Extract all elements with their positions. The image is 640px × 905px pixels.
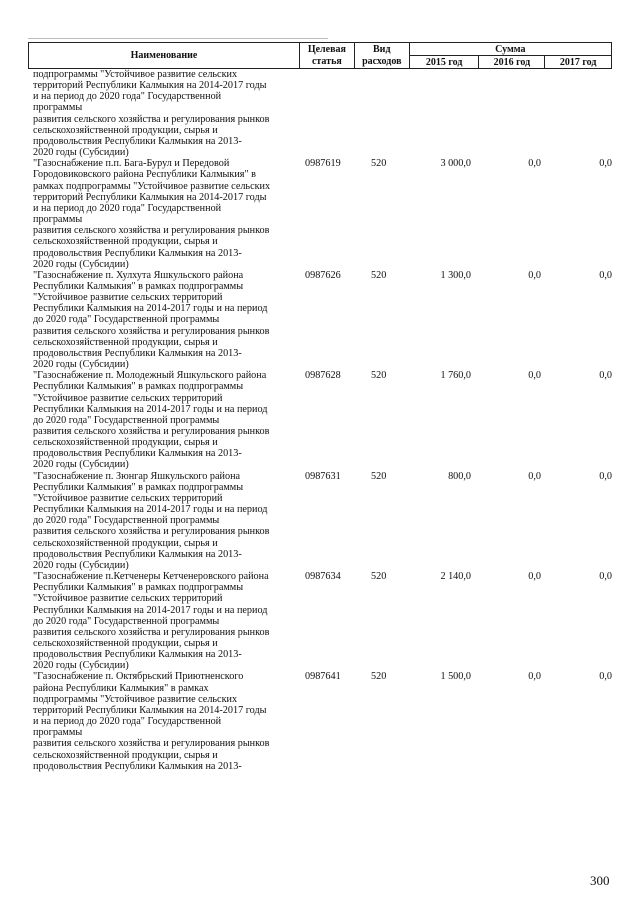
row-name-line: территорий Республики Калмыкия на 2014-2017 годы bbox=[33, 704, 267, 716]
row-name-line: сельскохозяйственной продукции, сырья и bbox=[33, 437, 218, 449]
row-name-line: продовольствия Республики Калмыкия на 2013- bbox=[33, 649, 242, 661]
row-name-line: сельскохозяйственной продукции, сырья и bbox=[33, 124, 218, 136]
row-name-line: до 2020 года" Государственной программы bbox=[33, 314, 220, 326]
table-row bbox=[33, 158, 613, 270]
row-name-line: до 2020 года" Государственной программы bbox=[33, 615, 220, 627]
row-name-line: "Газоснабжение п. Хулхута Яшкульского района bbox=[33, 269, 244, 281]
row-name bbox=[33, 69, 298, 158]
header-target-1: Целевая bbox=[299, 43, 354, 56]
row-name bbox=[33, 671, 298, 771]
row-name-line: и на период до 2020 года" Государственной bbox=[33, 716, 222, 728]
row-name-line: рамках подпрограммы "Устойчивое развитие сельских bbox=[33, 180, 271, 192]
table-row bbox=[33, 370, 613, 470]
table-row bbox=[33, 571, 613, 671]
row-name-line: и на период до 2020 года" Государственной bbox=[33, 91, 222, 103]
sum-2016: 0,0 bbox=[528, 269, 541, 281]
table-row bbox=[33, 471, 613, 571]
sum-2015: 3 000,0 bbox=[440, 158, 471, 170]
row-name-line: Республики Калмыкия на 2014-2017 годы и на период bbox=[33, 604, 268, 616]
row-name-line: Республики Калмыкия на 2014-2017 годы и на период bbox=[33, 303, 268, 315]
row-name-line: сельскохозяйственной продукции, сырья и bbox=[33, 537, 218, 549]
row-name-line: продовольствия Республики Калмыкия на 2013- bbox=[33, 247, 242, 259]
sum-2017: 0,0 bbox=[599, 470, 612, 482]
row-name-line: "Устойчивое развитие сельских территорий bbox=[33, 492, 223, 504]
target-code: 0987626 bbox=[305, 269, 341, 281]
row-name-line: продовольствия Республики Калмыкия на 2013- bbox=[33, 760, 242, 772]
sum-2016: 0,0 bbox=[528, 370, 541, 382]
target-code: 0987634 bbox=[305, 571, 341, 583]
sum-2015: 1 300,0 bbox=[440, 269, 471, 281]
table-row bbox=[33, 270, 613, 370]
header-type-1: Вид bbox=[354, 43, 409, 56]
row-name-line: Республики Калмыкия" в рамках подпрограммы bbox=[33, 381, 244, 393]
row-name-line: 2020 годы (Субсидии) bbox=[33, 258, 129, 270]
sum-2017: 0,0 bbox=[599, 269, 612, 281]
row-name-line: сельскохозяйственной продукции, сырья и bbox=[33, 236, 218, 248]
expense-type: 520 bbox=[371, 370, 387, 382]
row-name-line: Республики Калмыкия на 2014-2017 годы и на период bbox=[33, 403, 268, 415]
row-name-line: развития сельского хозяйства и регулирования рынков bbox=[33, 526, 270, 538]
expense-type: 520 bbox=[371, 269, 387, 281]
expense-type: 520 bbox=[371, 571, 387, 583]
row-name-line: Городовиковского района Республики Калмыкия" в bbox=[33, 169, 256, 181]
page-number: 300 bbox=[590, 873, 610, 888]
row-name-line: продовольствия Республики Калмыкия на 2013- bbox=[33, 347, 242, 359]
header-year-2016: 2016 год bbox=[479, 56, 545, 69]
row-name-line: сельскохозяйственной продукции, сырья и bbox=[33, 336, 218, 348]
row-name bbox=[33, 471, 298, 571]
header-type-2: расходов bbox=[354, 56, 409, 69]
row-name-line: Республики Калмыкия на 2014-2017 годы и на период bbox=[33, 504, 268, 516]
sum-2017: 0,0 bbox=[599, 370, 612, 382]
header-name: Наименование bbox=[29, 43, 300, 69]
row-name-line: программы bbox=[33, 727, 83, 739]
row-name-line: подпрограммы "Устойчивое развитие сельских bbox=[33, 69, 238, 80]
row-name-line: 2020 годы (Субсидии) bbox=[33, 660, 129, 672]
row-name-line: 2020 годы (Субсидии) bbox=[33, 147, 129, 159]
row-name-line: программы bbox=[33, 214, 83, 226]
row-name bbox=[33, 270, 298, 370]
sum-2017: 0,0 bbox=[599, 571, 612, 583]
row-name-line: сельскохозяйственной продукции, сырья и bbox=[33, 749, 218, 761]
row-name-line: "Газоснабжение п. Октябрьский Приютненского bbox=[33, 671, 244, 683]
table-body bbox=[33, 69, 613, 772]
row-name-line: района Республики Калмыкия" в рамках bbox=[33, 682, 209, 694]
row-name-line: 2020 годы (Субсидии) bbox=[33, 459, 129, 471]
row-name-line: Республики Калмыкия" в рамках подпрограммы bbox=[33, 582, 244, 594]
row-name-line: программы bbox=[33, 102, 83, 114]
row-name-line: Республики Калмыкия" в рамках подпрограммы bbox=[33, 280, 244, 292]
row-name-line: территорий Республики Калмыкия на 2014-2017 годы bbox=[33, 191, 267, 203]
row-name-line: развития сельского хозяйства и регулирования рынков bbox=[33, 225, 270, 237]
header-year-2017: 2017 год bbox=[545, 56, 612, 69]
row-name-line: "Газоснабжение п. Зюнгар Яшкульского района bbox=[33, 470, 241, 482]
table-row bbox=[33, 671, 613, 771]
target-code: 0987628 bbox=[305, 370, 341, 382]
scan-artifact-line bbox=[28, 38, 328, 39]
row-name-line: продовольствия Республики Калмыкия на 2013- bbox=[33, 548, 242, 560]
row-name-line: до 2020 года" Государственной программы bbox=[33, 515, 220, 527]
sum-2016: 0,0 bbox=[528, 470, 541, 482]
row-name-line: "Газоснабжение п. Молодежный Яшкульского района bbox=[33, 370, 267, 382]
target-code: 0987619 bbox=[305, 158, 341, 170]
header-sum: Сумма bbox=[409, 43, 611, 56]
row-name-line: развития сельского хозяйства и регулирования рынков bbox=[33, 113, 270, 125]
row-name-line: до 2020 года" Государственной программы bbox=[33, 414, 220, 426]
row-name-line: подпрограммы "Устойчивое развитие сельских bbox=[33, 693, 238, 705]
sum-2016: 0,0 bbox=[528, 158, 541, 170]
header-year-2015: 2015 год bbox=[409, 56, 479, 69]
row-name-line: сельскохозяйственной продукции, сырья и bbox=[33, 637, 218, 649]
sum-2017: 0,0 bbox=[599, 671, 612, 683]
row-name-line: "Газоснабжение п.Кетченеры Кетченеровского района bbox=[33, 571, 269, 583]
sum-2015: 1 760,0 bbox=[440, 370, 471, 382]
target-code: 0987631 bbox=[305, 470, 341, 482]
row-name-line: развития сельского хозяйства и регулирования рынков bbox=[33, 738, 270, 750]
row-name-line: развития сельского хозяйства и регулирования рынков bbox=[33, 426, 270, 437]
expense-type: 520 bbox=[371, 470, 387, 482]
row-name-line: территорий Республики Калмыкия на 2014-2017 годы bbox=[33, 80, 267, 92]
row-name-line: 2020 годы (Субсидии) bbox=[33, 559, 129, 571]
expense-type: 520 bbox=[371, 671, 387, 683]
row-name-line: "Устойчивое развитие сельских территорий bbox=[33, 593, 223, 605]
row-name-line: и на период до 2020 года" Государственной bbox=[33, 202, 222, 214]
row-name-line: развития сельского хозяйства и регулирования рынков bbox=[33, 626, 270, 638]
sum-2015: 1 500,0 bbox=[440, 671, 471, 683]
sum-2016: 0,0 bbox=[528, 671, 541, 683]
sum-2016: 0,0 bbox=[528, 571, 541, 583]
row-name bbox=[33, 571, 298, 671]
row-name-line: продовольствия Республики Калмыкия на 2013- bbox=[33, 448, 242, 460]
row-name-line: "Устойчивое развитие сельских территорий bbox=[33, 292, 223, 304]
row-name-line: 2020 годы (Субсидии) bbox=[33, 359, 129, 371]
header-target-2: статья bbox=[299, 56, 354, 69]
row-name bbox=[33, 158, 298, 270]
row-name-line: развития сельского хозяйства и регулирования рынков bbox=[33, 325, 270, 337]
row-name-line: "Устойчивое развитие сельских территорий bbox=[33, 392, 223, 404]
table-row bbox=[33, 69, 613, 158]
sum-2015: 800,0 bbox=[448, 470, 471, 482]
row-name bbox=[33, 370, 298, 470]
expense-type: 520 bbox=[371, 158, 387, 170]
sum-2017: 0,0 bbox=[599, 158, 612, 170]
row-name-line: "Газоснабжение п.п. Бага-Бурул и Передовой bbox=[33, 158, 230, 170]
row-name-line: продовольствия Республики Калмыкия на 2013- bbox=[33, 135, 242, 147]
table-header bbox=[28, 42, 612, 69]
row-name-line: Республики Калмыкия" в рамках подпрограммы bbox=[33, 481, 244, 493]
sum-2015: 2 140,0 bbox=[440, 571, 471, 583]
target-code: 0987641 bbox=[305, 671, 341, 683]
